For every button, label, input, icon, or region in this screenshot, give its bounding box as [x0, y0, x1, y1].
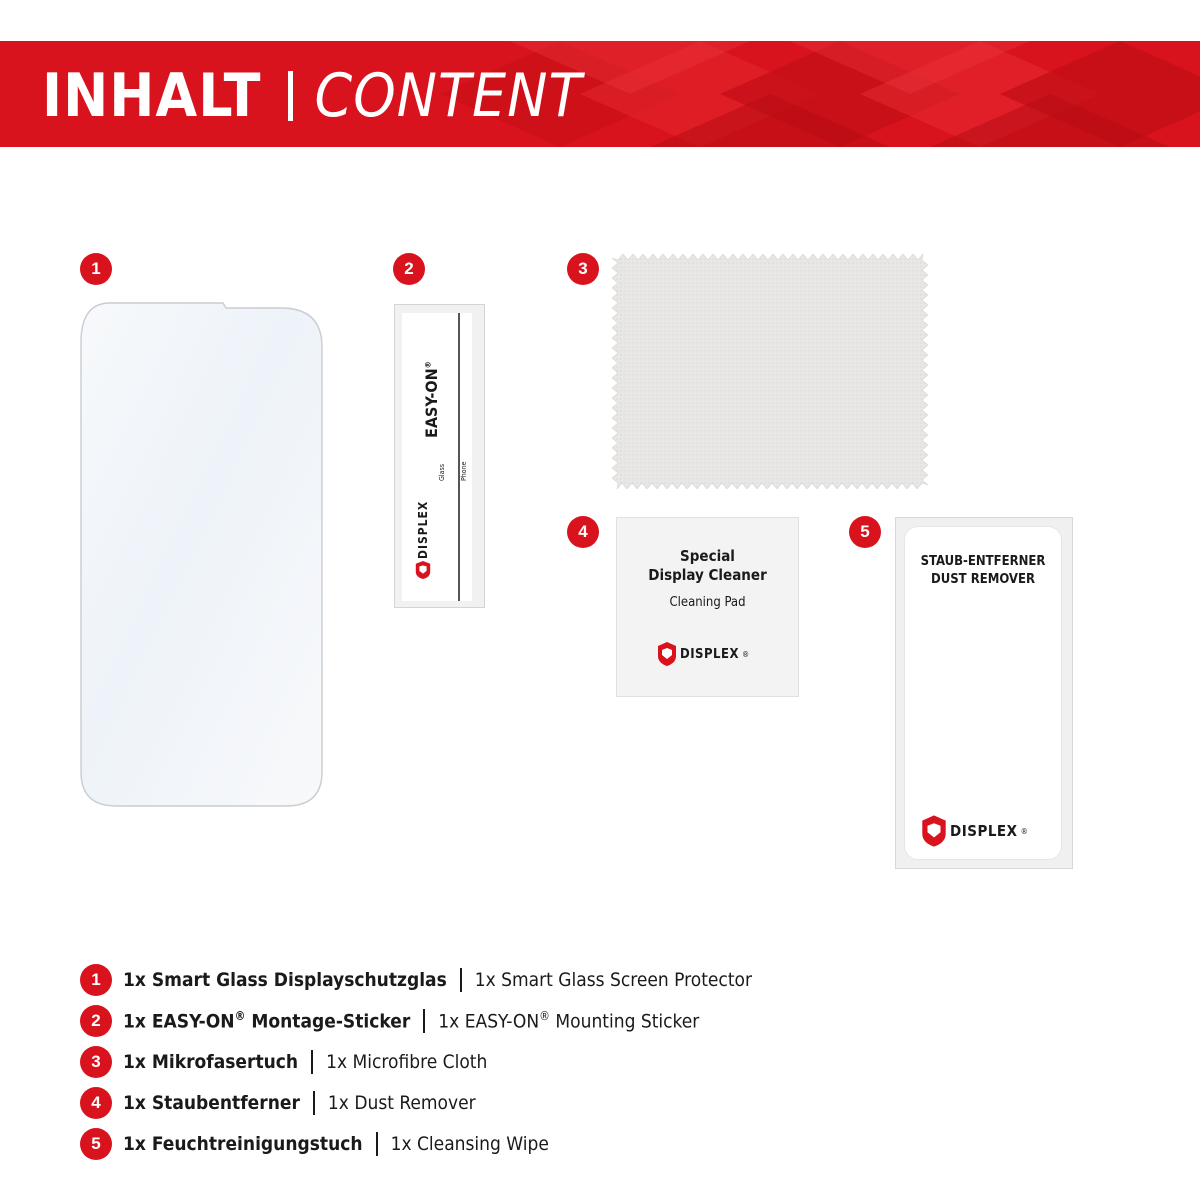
pad-subtitle: Cleaning Pad	[669, 595, 746, 610]
list-separator	[313, 1091, 315, 1115]
list-item-english: 1x Cleansing Wipe	[390, 1132, 549, 1155]
list-item	[80, 1041, 1080, 1082]
item-4-badge: 4	[567, 516, 599, 548]
pad-title-line1: Special	[680, 547, 735, 565]
item-5-badge: 5	[849, 516, 881, 548]
displex-shield-icon	[921, 815, 947, 847]
list-badge: 1	[80, 964, 112, 996]
list-item-german: 1x Smart Glass Displayschutzglas	[123, 968, 447, 991]
sticker-phone-label: Phone	[460, 461, 468, 481]
list-badge: 5	[80, 1128, 112, 1160]
title-german: INHALT	[42, 61, 262, 131]
list-item-english: 1x Microfibre Cloth	[326, 1050, 488, 1073]
list-item-german: 1x Mikrofasertuch	[123, 1050, 299, 1073]
sticker-displex-logo: DISPLEX	[414, 501, 432, 579]
list-separator	[376, 1132, 378, 1156]
list-item-german: 1x Feuchtreinigungstuch	[123, 1132, 363, 1155]
displex-shield-icon	[414, 561, 432, 579]
list-separator	[460, 968, 462, 992]
list-item	[80, 1123, 1080, 1164]
list-separator	[311, 1050, 313, 1074]
item-1-badge: 1	[80, 253, 112, 285]
list-badge: 4	[80, 1087, 112, 1119]
easy-on-sticker	[394, 304, 485, 608]
item-3-badge: 3	[567, 253, 599, 285]
content-list	[80, 959, 1080, 1164]
title-english: CONTENT	[314, 61, 583, 131]
sticker-divider-line	[458, 313, 460, 601]
sticker-brand-label: EASY-ON®	[422, 361, 441, 438]
sticker-glass-label: Glass	[438, 463, 446, 481]
cleaning-pad	[616, 517, 799, 697]
list-item-german: 1x EASY-ON® Montage-Sticker	[123, 1008, 411, 1033]
list-item	[80, 1082, 1080, 1123]
pad-title-line2: Display Cleaner	[648, 566, 767, 584]
dust-displex-logo: DISPLEX ®	[921, 815, 1028, 847]
list-item	[80, 1000, 1080, 1041]
list-item-english: 1x Smart Glass Screen Protector	[474, 968, 753, 991]
item-2-badge: 2	[393, 253, 425, 285]
list-badge: 2	[80, 1005, 112, 1037]
list-item	[80, 959, 1080, 1000]
dust-title-line2: DUST REMOVER	[931, 572, 1035, 587]
screen-protector-glass	[80, 302, 323, 807]
list-badge: 3	[80, 1046, 112, 1078]
list-item-english: 1x Dust Remover	[327, 1091, 476, 1114]
page-title	[42, 61, 582, 131]
dust-title-line1: STAUB-ENTFERNER	[920, 554, 1046, 569]
displex-shield-icon	[657, 642, 677, 666]
pad-displex-logo: DISPLEX ®	[657, 642, 749, 666]
list-item-german: 1x Staubentferner	[123, 1091, 300, 1114]
title-separator	[288, 71, 293, 121]
header-banner	[0, 41, 1200, 147]
dust-remover	[895, 517, 1073, 869]
list-item-english: 1x EASY-ON® Mounting Sticker	[438, 1008, 700, 1033]
list-separator	[423, 1009, 425, 1033]
microfibre-cloth	[612, 254, 928, 489]
